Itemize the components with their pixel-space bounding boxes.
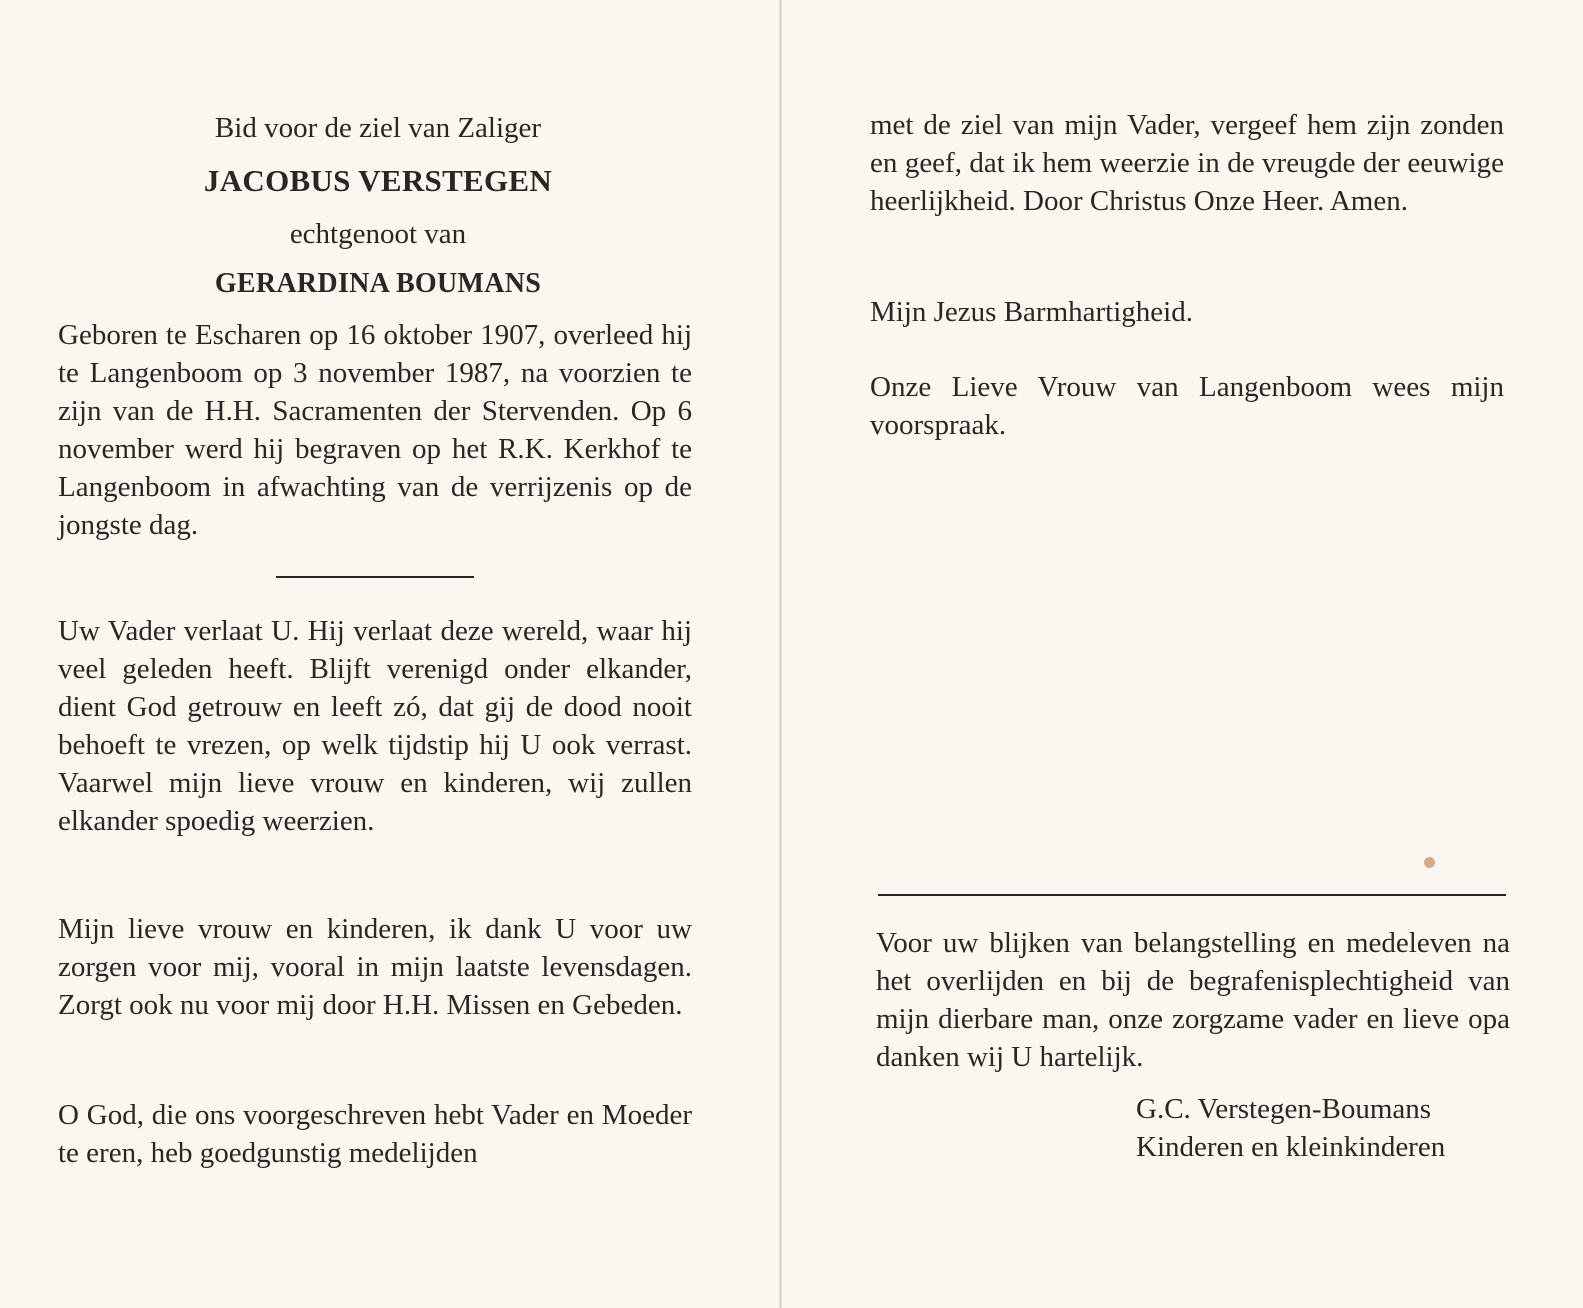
farewell-paragraph: Uw Vader verlaat U. Hij verlaat deze wereld, waar hij veel geleden heeft. Blijft verenigd onder elkander, dient God getrouw en leeft zó, dat gij de dood nooit behoeft te vrezen, op welk tijdstip hij U ook verrast. Vaarwel mijn lieve vrouw en kinderen, wij zullen elkander spoedig weerzien. — [58, 615, 692, 837]
prayer-paragraph-start: O God, die ons voorgeschreven hebt Vader en Moeder te eren, heb goedgunstig medelijden — [58, 1099, 692, 1169]
gratitude-paragraph: Mijn lieve vrouw en kinderen, ik dank U voor uw zorgen voor mij, vooral in mijn laatste levensdagen. Zorgt ook nu voor mij door H.H. Missen en Gebeden. — [58, 913, 692, 1021]
deceased-name: JACOBUS VERSTEGEN — [203, 163, 553, 198]
thanks-paragraph: Voor uw blijken van belangstelling en medeleven na het overlijden en bij de begrafenisplechtigheid van mijn dierbare man, onze zorgzame vader en lieve opa danken wij U hartelijk. — [876, 927, 1510, 1073]
divider — [276, 576, 474, 578]
prayer-paragraph-end: met de ziel van mijn Vader, vergeef hem zijn zonden en geef, dat ik hem weerzie in de vreugde der eeuwige heerlijkheid. Door Christus Onze Heer. Amen. — [870, 109, 1504, 217]
spouse-intro: echtgenoot van — [289, 218, 467, 250]
invocation-our-lady: Onze Lieve Vrouw van Langenboom wees mijn voorspraak. — [870, 371, 1504, 441]
signature-name: G.C. Verstegen-Boumans — [1136, 1093, 1432, 1125]
divider — [878, 894, 1506, 896]
invocation-mercy: Mijn Jezus Barmhartigheid. — [870, 296, 1193, 328]
card-fold — [779, 0, 782, 1308]
signature-family: Kinderen en kleinkinderen — [1136, 1131, 1446, 1163]
paper-stain — [1424, 857, 1435, 868]
biography-paragraph: Geboren te Escharen op 16 oktober 1907, overleed hij te Langenboom op 3 november 1987, na voorzien te zijn van de H.H. Sacramenten der Stervenden. Op 6 november werd hij begraven op het R.K. Kerkhof te Langenboom in afwachting van de verrijzenis op de jongste dag. — [58, 319, 692, 541]
prayer-intro: Bid voor de ziel van Zaliger — [214, 112, 542, 144]
spouse-name: GERARDINA BOUMANS — [214, 268, 542, 299]
